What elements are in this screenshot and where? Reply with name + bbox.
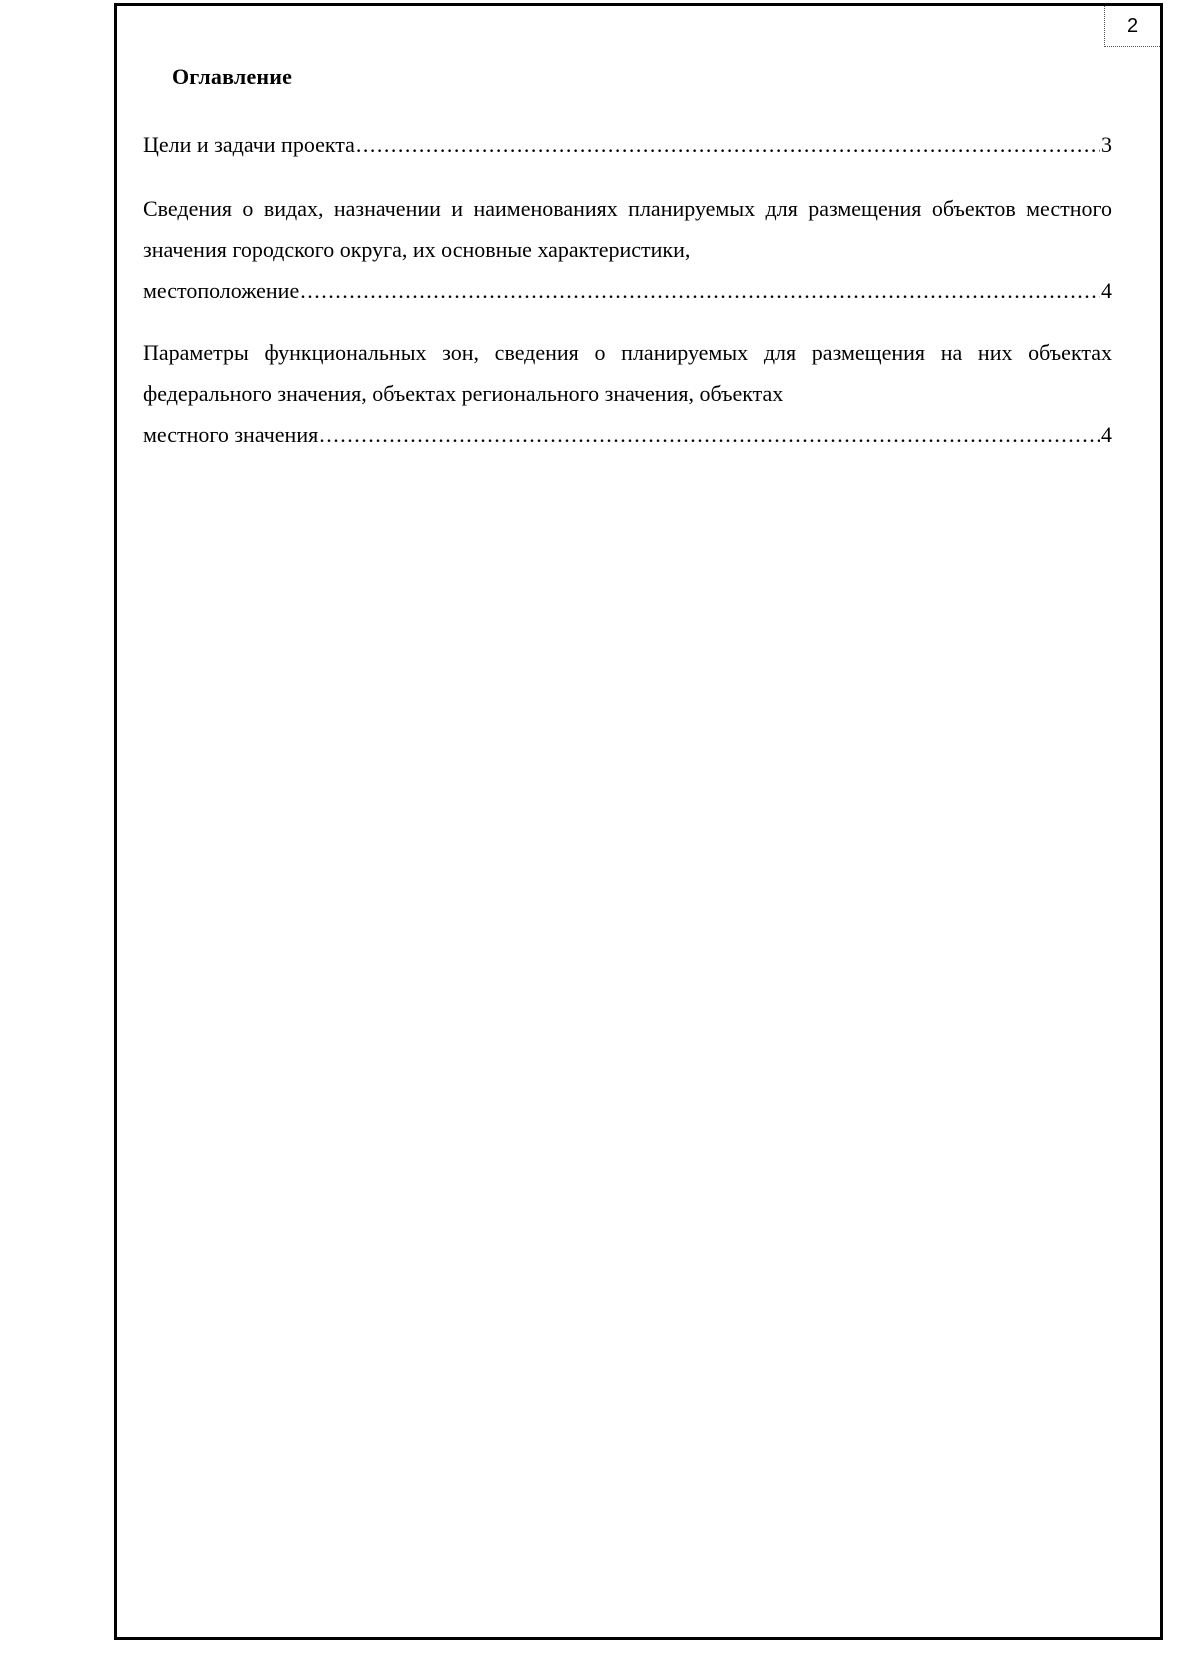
page-number: 2 [1104,6,1160,47]
toc-entry-page: 4 [1101,422,1112,447]
toc-entry-line [143,270,1112,311]
toc-entry-line [143,124,1112,165]
toc-entry-text: Параметры функциональных зон, сведения о планируемых для размещения на них объектах федерального значения, объектах регионального значения, объектах [143,340,1112,406]
toc-entry-functional-zones[interactable] [143,332,1112,455]
toc-dot-leader [319,414,1100,455]
toc-entry-title: местного значения [143,422,319,447]
toc-entry-text: Сведения о видах, назначении и наименованиях планируемых для размещения объектов местного значения городского округа, их основные характеристики, [143,196,1112,262]
table-of-contents [143,124,1112,476]
document-page [114,3,1163,1640]
toc-entry-local-objects[interactable] [143,188,1112,311]
toc-heading: Оглавление [172,64,293,89]
toc-entry-line [143,414,1112,455]
toc-entry-page: 3 [1101,132,1112,157]
toc-entry-title: местоположение [143,278,300,303]
toc-dot-leader [300,270,1100,311]
toc-dot-leader [356,124,1100,165]
toc-entry-goals[interactable] [143,124,1112,165]
toc-entry-title: Цели и задачи проекта [143,132,355,157]
toc-entry-page: 4 [1101,278,1112,303]
